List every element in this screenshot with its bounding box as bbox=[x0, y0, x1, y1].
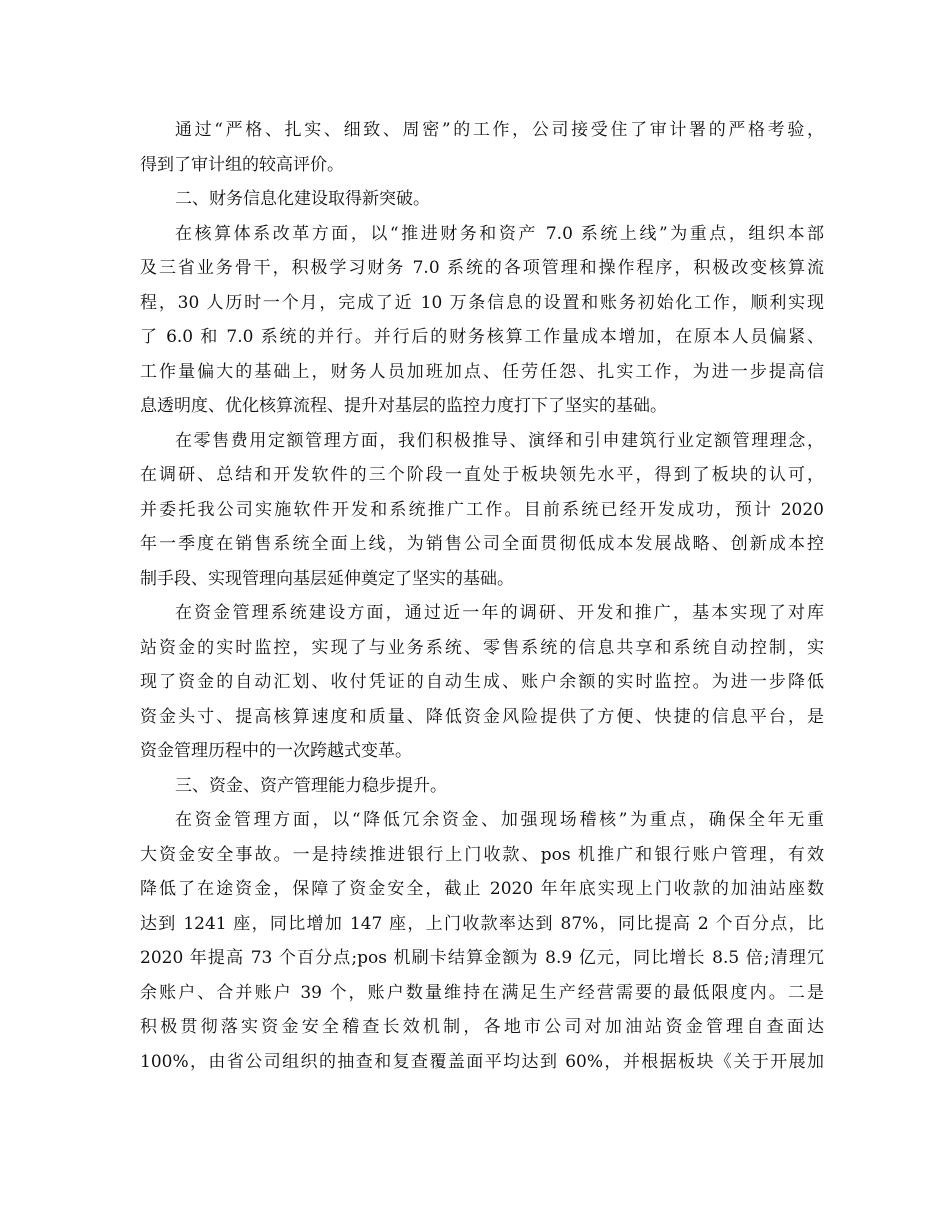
text-line: 在核算体系改革方面，以“推进财务和资产 7.0 系统上线”为重点，组织本部 bbox=[175, 223, 824, 244]
text-line: 通过“严格、扎实、细致、周密”的工作，公司接受住了审计署的严格考验， bbox=[175, 120, 824, 140]
text-line: 二、财务信息化建设取得新突破。 bbox=[175, 189, 430, 209]
text-line: 息透明度、优化核算流程、提升对基层的监控力度打下了坚实的基础。 bbox=[140, 396, 667, 416]
text-line: 工作量偏大的基础上，财务人员加班加点、任劳任怨、扎实工作，为进一步提高信 bbox=[140, 361, 824, 382]
text-line: 余账户、合并账户 39 个，账户数量维持在满足生产经营需要的最低限度内。二是 bbox=[140, 982, 824, 1003]
text-line: 大资金安全事故。一是持续推进银行上门收款、pos 机推广和银行账户管理，有效 bbox=[140, 844, 824, 865]
text-line: 达到 1241 座，同比增加 147 座，上门收款率达到 87%，同比提高 2 个百分点，比 bbox=[140, 913, 824, 934]
text-line: 2020 年提高 73 个百分点;pos 机刷卡结算金额为 8.9 亿元，同比增长 8.5 倍;清理冗 bbox=[140, 948, 824, 968]
text-line: 制手段、实现管理向基层延伸奠定了坚实的基础。 bbox=[140, 568, 514, 589]
text-line: 及三省业务骨干，积极学习财务 7.0 系统的各项管理和操作程序，积极改变核算流 bbox=[140, 258, 824, 278]
text-line: 现了资金的自动汇划、收付凭证的自动生成、账户余额的实时监控。为进一步降低 bbox=[140, 672, 824, 692]
text-line: 在零售费用定额管理方面，我们积极推导、演绎和引申建筑行业定额管理理念， bbox=[175, 430, 824, 451]
text-line: 资金管理历程中的一次跨越式变革。 bbox=[140, 741, 412, 761]
text-line: 100%，由省公司组织的抽查和复查覆盖面平均达到 60%，并根据板块《关于开展加 bbox=[140, 1051, 824, 1072]
text-line: 积极贯彻落实资金安全稽查长效机制，各地市公司对加油站资金管理自查面达 bbox=[140, 1017, 824, 1037]
text-line: 在调研、总结和开发软件的三个阶段一直处于板块领先水平，得到了板块的认可， bbox=[140, 465, 824, 485]
text-line: 在资金管理系统建设方面，通过近一年的调研、开发和推广，基本实现了对库 bbox=[175, 603, 824, 623]
document-body bbox=[140, 113, 824, 1079]
text-line: 程，30 人历时一个月，完成了近 10 万条信息的设置和账务初始化工作，顺利实现 bbox=[140, 292, 824, 313]
text-line: 资金头寸、提高核算速度和质量、降低资金风险提供了方便、快捷的信息平台，是 bbox=[140, 706, 824, 727]
text-line: 得到了审计组的较高评价。 bbox=[140, 154, 344, 175]
text-line: 在资金管理方面，以“降低冗余资金、加强现场稽核”为重点，确保全年无重 bbox=[175, 810, 824, 830]
text-line: 降低了在途资金，保障了资金安全，截止 2020 年年底实现上门收款的加油站座数 bbox=[140, 879, 824, 899]
text-line: 站资金的实时监控，实现了与业务系统、零售系统的信息共享和系统自动控制，实 bbox=[140, 637, 824, 658]
text-line: 并委托我公司实施软件开发和系统推广工作。目前系统已经开发成功，预计 2020 bbox=[140, 499, 824, 520]
text-line: 三、资金、资产管理能力稳步提升。 bbox=[175, 775, 447, 796]
text-line: 了 6.0 和 7.0 系统的并行。并行后的财务核算工作量成本增加，在原本人员偏紧、 bbox=[140, 327, 824, 347]
text-line: 年一季度在销售系统全面上线，为销售公司全面贯彻低成本发展战略、创新成本控 bbox=[140, 534, 824, 554]
